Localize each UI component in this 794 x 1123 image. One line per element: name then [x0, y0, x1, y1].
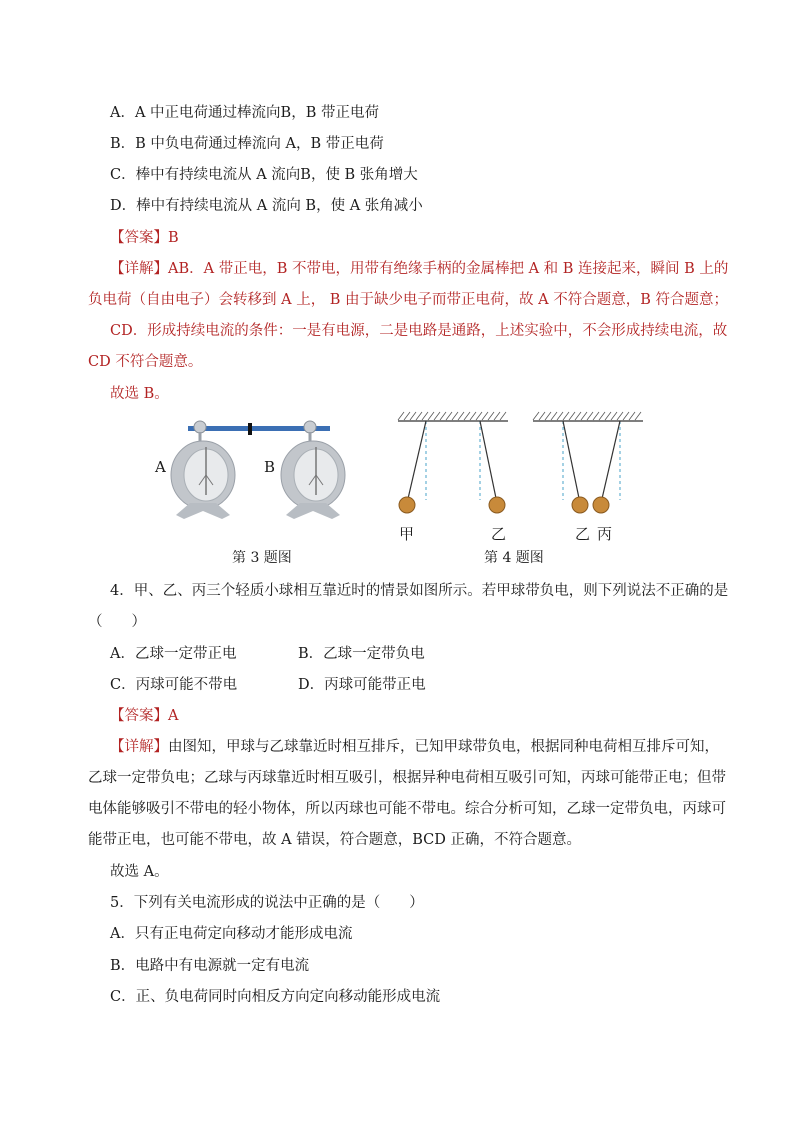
- q4-option-c: C．丙球可能不带电: [110, 677, 238, 693]
- figure-4-caption: 第 4 题图: [484, 550, 544, 566]
- electroscope-a: [171, 421, 235, 519]
- q4-detail-line-4: 能带正电，也可能不带电，故 A 错误，符合题意，BCD 正确，不符合题意。: [88, 832, 581, 848]
- label-bing: 丙: [597, 525, 613, 543]
- q3-detail-line-4: CD 不符合题意。: [88, 354, 203, 370]
- q3-option-d: D．棒中有持续电流从 A 流向 B，使 A 张角减小: [110, 198, 423, 214]
- label-a: A: [155, 458, 166, 476]
- q4-detail-line-3: 电体能够吸引不带电的轻小物体，所以丙球也可能不带电。综合分析可知，乙球一定带负电，丙球可: [88, 801, 726, 817]
- answer-tag: 【答案】: [110, 708, 168, 724]
- ball-jia: [399, 497, 415, 513]
- label-yi-2: 乙: [575, 525, 591, 543]
- figure-3-caption: 第 3 题图: [232, 550, 292, 566]
- q3-answer: [110, 228, 179, 248]
- q4-detail-line-2: 乙球一定带负电；乙球与丙球靠近时相互吸引，根据异种电荷相互吸引可知，丙球可能带正电；但带: [88, 770, 726, 786]
- ceiling-right: [533, 412, 643, 421]
- detail-text: AB．A 带正电，B 不带电，用带有绝缘手柄的金属棒把 A 和 B 连接起来，瞬间 B 上的: [168, 261, 729, 277]
- q3-detail-line-3: CD．形成持续电流的条件：一是有电源，二是电路是通路，上述实验中，不会形成持续电流，故: [110, 323, 728, 339]
- q3-option-c: C．棒中有持续电流从 A 流向B，使 B 张角增大: [110, 167, 418, 183]
- ceiling-left: [398, 412, 508, 421]
- label-b: B: [264, 458, 276, 476]
- electroscope-b: [281, 421, 345, 519]
- ball-yi: [489, 497, 505, 513]
- figure-4-hanging-balls: [390, 405, 655, 520]
- q3-option-b: B．B 中负电荷通过棒流向 A，B 带正电荷: [110, 136, 384, 152]
- q5-option-b: B．电路中有电源就一定有电流: [110, 958, 310, 974]
- q3-detail-line-1: [110, 259, 728, 279]
- q5-option-a: A．只有正电荷定向移动才能形成电流: [110, 926, 353, 942]
- q5-stem: 5．下列有关电流形成的说法中正确的是（ ）: [110, 895, 424, 911]
- detail-text: 由图知，甲球与乙球靠近时相互排斥，已知甲球带负电，根据同种电荷相互排斥可知，: [168, 739, 719, 755]
- answer-value: A: [168, 708, 179, 724]
- detail-tag: 【详解】: [110, 739, 168, 755]
- ball-yi-2: [572, 497, 588, 513]
- label-yi: 乙: [491, 525, 507, 543]
- q3-detail-line-2: 负电荷（自由电子）会转移到 A 上， B 由于缺少电子而带正电荷，故 A 不符合题意，B 符合题意；: [88, 292, 729, 308]
- q4-option-d: D．丙球可能带正电: [298, 677, 426, 693]
- q4-detail-line-1: [110, 737, 719, 757]
- figure-3-electroscopes: [150, 415, 370, 530]
- ball-bing: [593, 497, 609, 513]
- q4-conclusion: 故选 A。: [110, 864, 169, 880]
- answer-tag: 【答案】: [110, 230, 168, 246]
- q4-stem: 4．甲、乙、丙三个轻质小球相互靠近时的情景如图所示。若甲球带负电，则下列说法不正确的是: [110, 583, 729, 599]
- answer-value: B: [168, 230, 179, 246]
- insulating-handle: [248, 423, 252, 435]
- detail-tag: 【详解】: [110, 261, 168, 277]
- label-jia: 甲: [399, 525, 415, 543]
- q4-answer: [110, 706, 178, 726]
- q3-conclusion: 故选 B。: [110, 386, 169, 402]
- q4-option-b: B．乙球一定带负电: [298, 646, 425, 662]
- q4-stem-blank: （ ）: [88, 614, 146, 630]
- q5-option-c: C．正、负电荷同时向相反方向定向移动能形成电流: [110, 989, 441, 1005]
- q3-option-a: A．A 中正电荷通过棒流向B，B 带正电荷: [110, 105, 379, 121]
- q4-option-a: A．乙球一定带正电: [110, 646, 237, 662]
